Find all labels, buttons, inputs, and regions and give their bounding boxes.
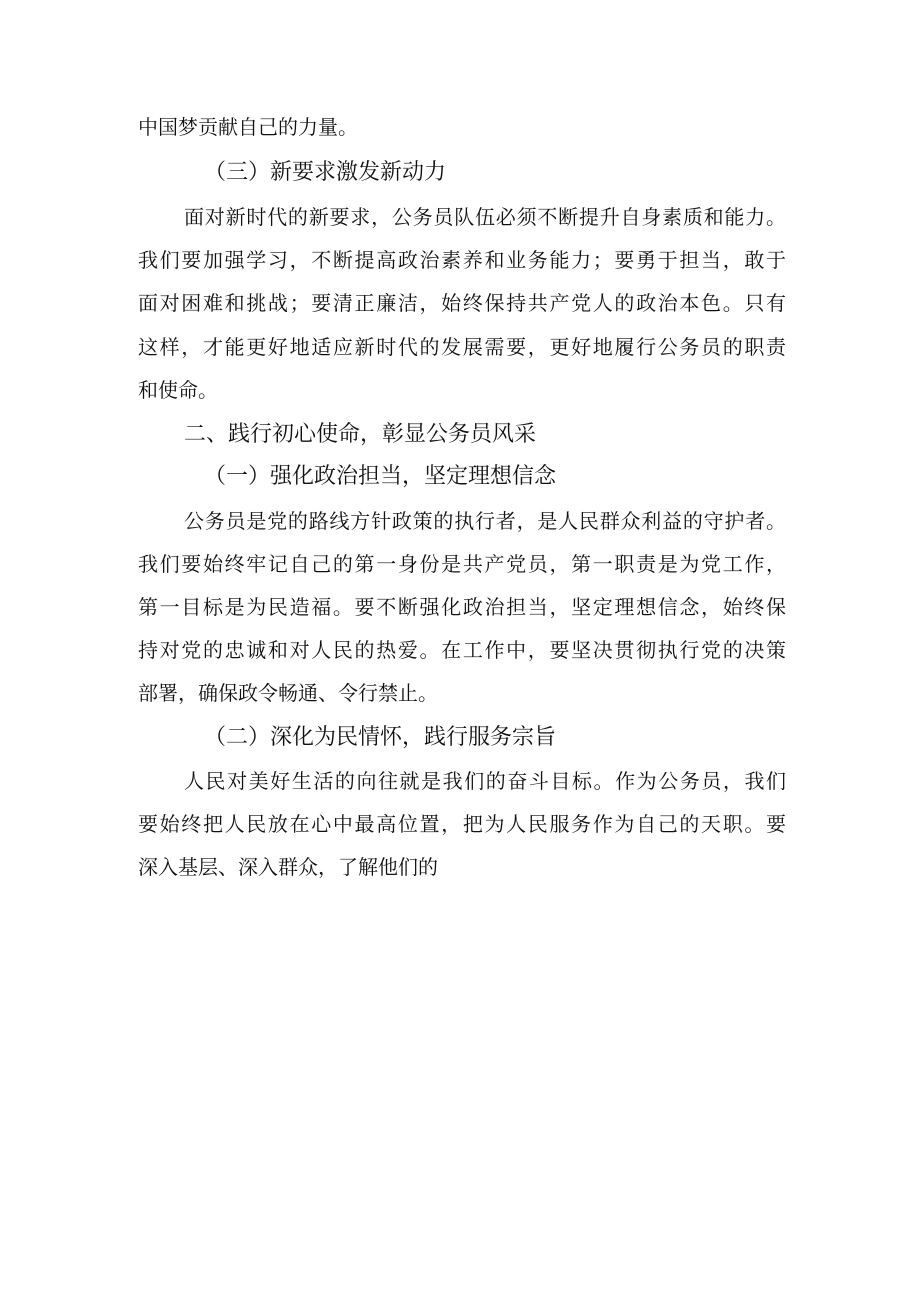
paragraph-line: 公务员是党的路线方针政策的执行者，是人民群众利益的守护者。 — [184, 509, 786, 533]
section-heading-2-1: （一）强化政治担当，坚定理想信念 — [204, 464, 557, 489]
paragraph-line: 第一目标是为民造福。要不断强化政治担当，坚定理想信念，始终保 — [138, 595, 786, 619]
paragraph-line: 面对新时代的新要求，公务员队伍必须不断提升自身素质和能力。 — [184, 205, 786, 229]
paragraph-line: 部署，确保政令畅通、令行禁止。 — [138, 681, 438, 705]
paragraph-line: 这样，才能更好地适应新时代的发展需要，更好地履行公务员的职责 — [138, 335, 786, 359]
paragraph-line: 我们要始终牢记自己的第一身份是共产党员，第一职责是为党工作， — [138, 552, 786, 576]
paragraph-line: 要始终把人民放在心中最高位置，把为人民服务作为自己的天职。要 — [138, 812, 786, 836]
section-heading-3: （三）新要求激发新动力 — [204, 160, 447, 185]
paragraph-continuation: 中国梦贡献自己的力量。 — [138, 115, 358, 139]
paragraph-line: 人民对美好生活的向往就是我们的奋斗目标。作为公务员，我们 — [184, 769, 786, 793]
paragraph-line: 我们要加强学习，不断提高政治素养和业务能力；要勇于担当，敢于 — [138, 248, 786, 272]
paragraph-line: 和使命。 — [138, 378, 218, 402]
part-heading-2: 二、践行初心使命，彰显公务员风采 — [184, 422, 537, 447]
paragraph-line: 持对党的忠诚和对人民的热爱。在工作中，要坚决贯彻执行党的决策 — [138, 638, 786, 662]
paragraph-line: 面对困难和挑战；要清正廉洁，始终保持共产党人的政治本色。只有 — [138, 291, 786, 315]
section-heading-2-2: （二）深化为民情怀，践行服务宗旨 — [204, 725, 557, 750]
paragraph-line: 深入基层、深入群众，了解他们的 — [138, 855, 438, 879]
